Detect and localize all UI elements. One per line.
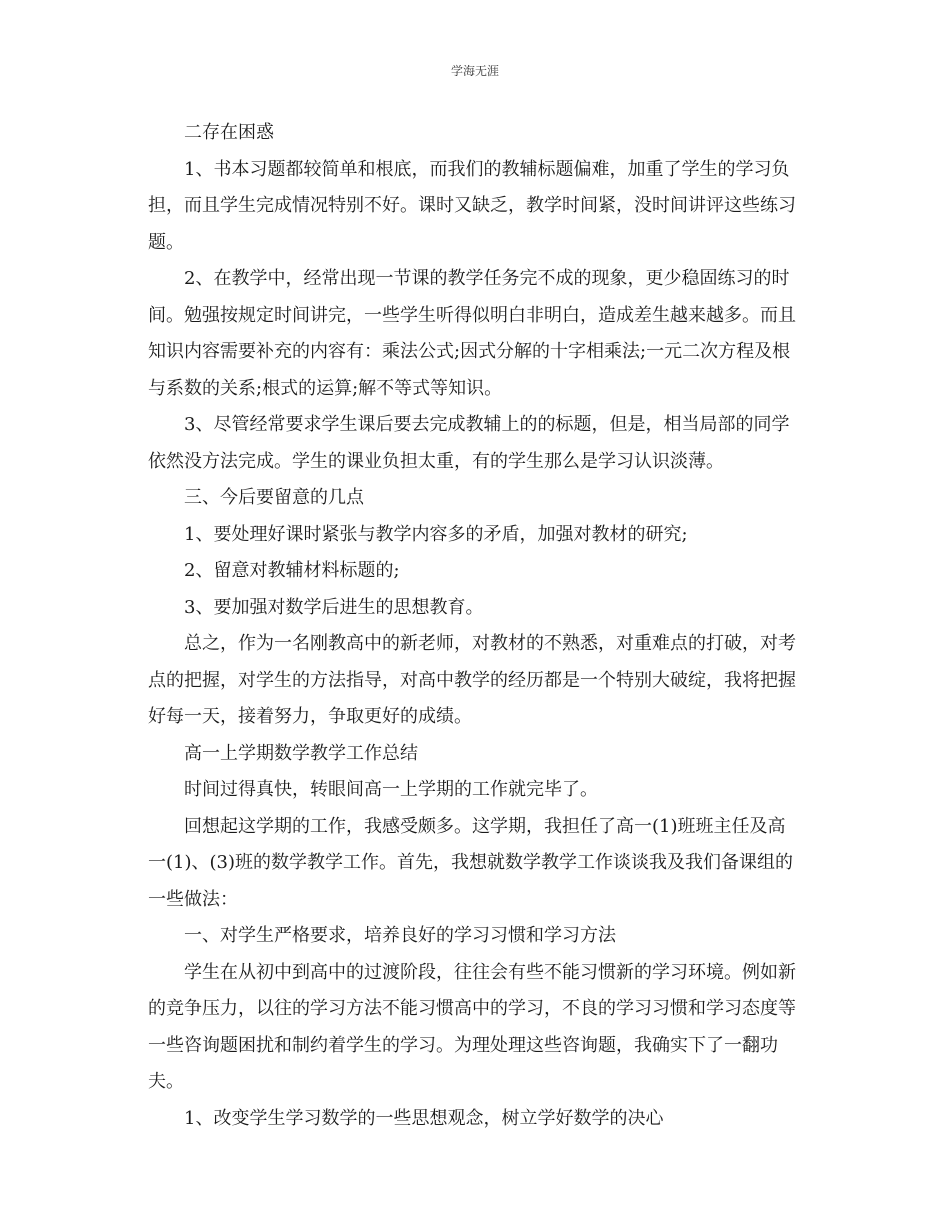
paragraph: 1、改变学生学习数学的一些思想观念，树立学好数学的决心 [184, 1107, 664, 1129]
paragraph: 1、书本习题都较简单和根底，而我们的教辅标题偏难，加重了学生的学习负担，而且学生完成情况特别不好。课时又缺乏，教学时间紧，没时间讲评这些练习题。 [148, 158, 796, 253]
page-header: 学海无涯 [450, 64, 499, 78]
heading-confusion: 二存在困惑 [184, 122, 274, 143]
paragraph: 3、尽管经常要求学生课后要去完成教辅上的的标题，但是，相当局部的同学依然没方法完成。学生的课业负担太重，有的学生那么是学习认识淡薄。 [148, 414, 790, 472]
paragraph: 3、要加强对数学后进生的思想教育。 [184, 596, 484, 618]
heading-strict-requirements: 一、对学生严格要求，培养良好的学习习惯和学习方法 [184, 925, 616, 946]
paragraph: 回想起这学期的工作，我感受颇多。这学期，我担任了高一(1)班班主任及高一(1)、(3)班的数学教学工作。首先，我想就数学教学工作谈谈我及我们备课组的一些做法： [148, 815, 793, 910]
document-body [148, 115, 803, 1137]
section-title: 高一上学期数学教学工作总结 [184, 742, 418, 764]
paragraph: 1、要处理好课时紧张与教学内容多的矛盾，加强对教材的研究; [184, 523, 688, 545]
paragraph: 学生在从初中到高中的过渡阶段，往往会有些不能习惯新的学习环境。例如新的竞争压力，以往的学习方法不能习惯高中的学习，不良的学习习惯和学习态度等一些咨询题困扰和制约着学生的学习。为理处理这些咨询题，我确实下了一翻功夫。 [148, 961, 796, 1092]
paragraph: 2、在教学中，经常出现一节课的教学任务完不成的现象，更少稳固练习的时间。勉强按规定时间讲完，一些学生听得似明白非明白，造成差生越来越多。而且知识内容需要补充的内容有：乘法公式;因式分解的十字相乘法;一元二次方程及根与系数的关系;根式的运算;解不等式等知识。 [148, 268, 796, 399]
paragraph: 时间过得真快，转眼间高一上学期的工作就完毕了。 [184, 779, 598, 800]
paragraph: 2、留意对教辅材料标题的; [184, 560, 400, 581]
paragraph: 总之，作为一名刚教高中的新老师，对教材的不熟悉，对重难点的打破，对考点的把握，对学生的方法指导，对高中教学的经历都是一个特别大破绽，我将把握好每一天，接着努力，争取更好的成绩。 [148, 633, 796, 727]
heading-future-points: 三、今后要留意的几点 [184, 487, 364, 508]
